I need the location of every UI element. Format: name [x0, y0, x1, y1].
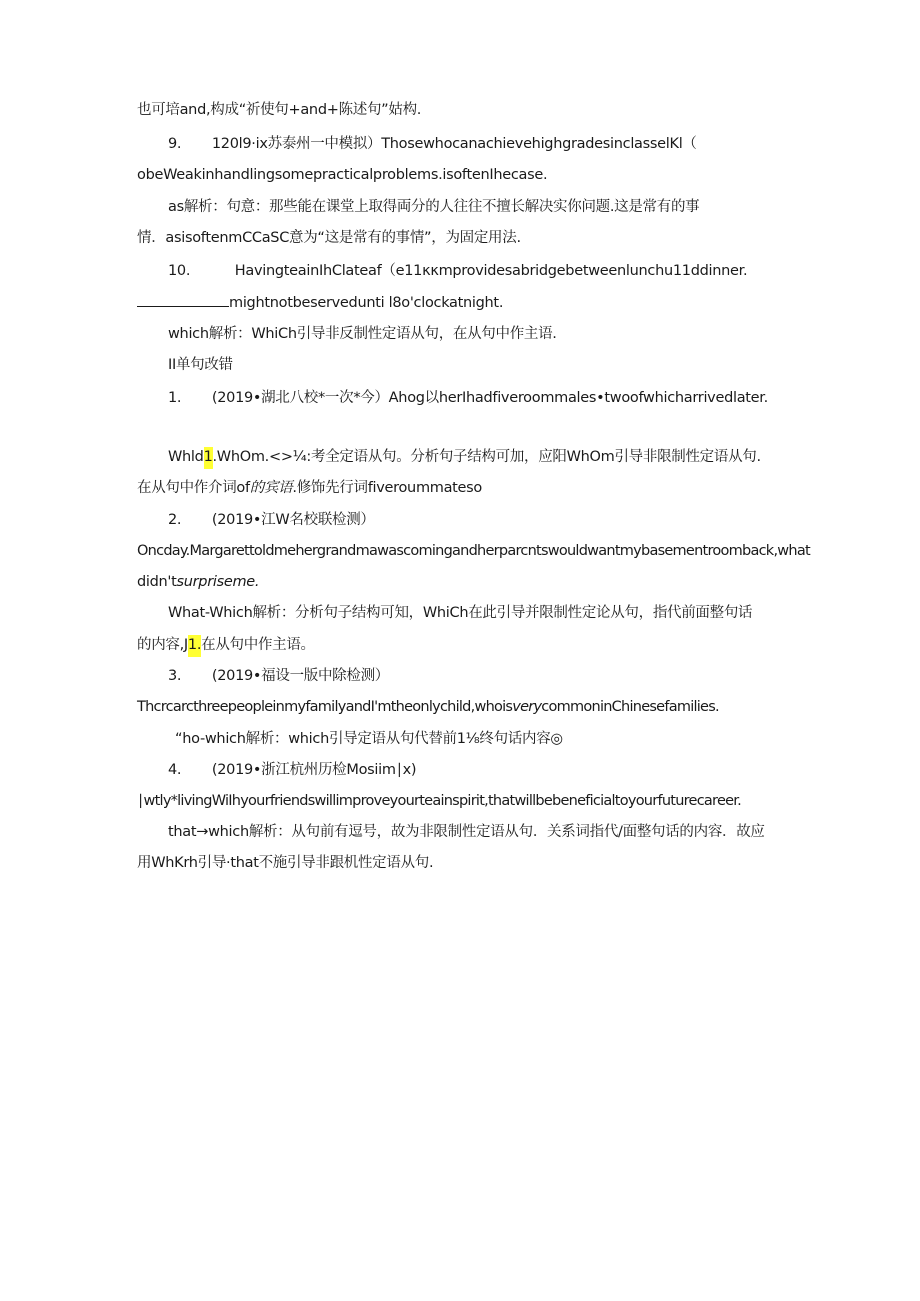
exercise-1-answer: Whld1.WhOm.<>¼:考全定语从句。分析句子结构可加，应阳WhOm引导非限制性定语从句.: [168, 447, 761, 467]
exercise-4-sentence: ∣wtly*livingWiIhyourfriendswillimproveyourteainspirit,thatwillbebeneficialtoyourfuturecareer.: [137, 793, 742, 809]
exercise-1-answer-continued: 在从句中作介词of的宾语.修饰先行词fiveroummateso: [137, 480, 483, 496]
exercise-2-sentence-continued: didn'tsurpriseme.: [137, 574, 260, 590]
question-10: [168, 261, 747, 281]
section-title: II单句改错: [168, 357, 233, 373]
line-intro: 也可培and,构成“祈使句+and+陈述句”姑构.: [137, 102, 422, 118]
question-9-answer: as解析：句意：那些能在课堂上取得両分的人往往不擅长解决实你问题.这是常有的事: [168, 199, 700, 215]
highlight-mark: 1: [204, 447, 213, 469]
question-text: HavingteainIhClateaf（e11κκmprovidesabridgebetweenlunchu11ddinner.: [234, 263, 748, 279]
exercise-text: (2019•福设一版中除检测）: [211, 668, 389, 684]
question-10-answer: which解析：WhiCh引导非反制性定语从句，在从句中作主语.: [168, 326, 557, 342]
exercise-number: 4.: [168, 762, 182, 778]
exercise-number: 3.: [168, 668, 182, 684]
question-9-answer-continued: 情．asisoftenmCCaSC意为“这是常有的事情”，为固定用法.: [137, 230, 521, 246]
question-9: [168, 134, 697, 154]
exercise-2-answer: What-Which解析：分析句子结构可知，WhiCh在此引导并限制性定论从句，指代前面整句话: [168, 605, 753, 621]
exercise-text: (2019•浙江杭州历检Mosiim∣x): [211, 762, 417, 778]
exercise-4-answer-continued: 用WhKrh引导·that不施引导非跟机性定语从句.: [137, 855, 434, 871]
question-10-continued: mightnotbeservedunti l8o'clockatnight.: [137, 292, 503, 313]
question-number: 9.: [168, 136, 182, 152]
exercise-3-answer: “ho-which解析：which引导定语从句代替前1⅛终句话内容◎: [175, 731, 563, 747]
exercise-text: (2019•湖北八校*一次*今）Ahog以herIhadfiveroommales•twoofwhicharrivedlater.: [211, 390, 768, 406]
exercise-3: [168, 666, 389, 686]
exercise-3-sentence: ThcrcarcthreepeopleinmyfamilyandI'mtheonlychild,whoisverycommoninChinesefamilies.: [137, 699, 719, 715]
exercise-4-answer: that→which解析：从句前有逗号，故为非限制性定语从句．关系词指代/面整句话的内容．故应: [168, 824, 765, 840]
highlight-mark: 1.: [188, 635, 201, 657]
exercise-4: [168, 760, 416, 780]
question-9-continued: obeWeakinhandlingsomepracticalproblems.isoftenIhecase.: [137, 167, 548, 183]
exercise-2-answer-continued: 的内容,J1.在从句中作主语。: [137, 635, 315, 655]
question-number: 10.: [168, 263, 191, 279]
exercise-2-sentence: Oncday.Margarettoldmehergrandmawascomingandherparcntswouldwantmybasementroomback,what: [137, 543, 810, 559]
question-text: 120l9·ix苏泰州一中模拟）Thosewhocanachievehighgradesinclass​elKl（: [211, 136, 697, 152]
exercise-number: 1.: [168, 390, 182, 406]
exercise-text: (2019•江W名校联检测）: [211, 512, 375, 528]
exercise-1: [168, 388, 768, 408]
exercise-number: 2.: [168, 512, 182, 528]
answer-blank: [137, 292, 229, 307]
exercise-2: [168, 510, 375, 530]
